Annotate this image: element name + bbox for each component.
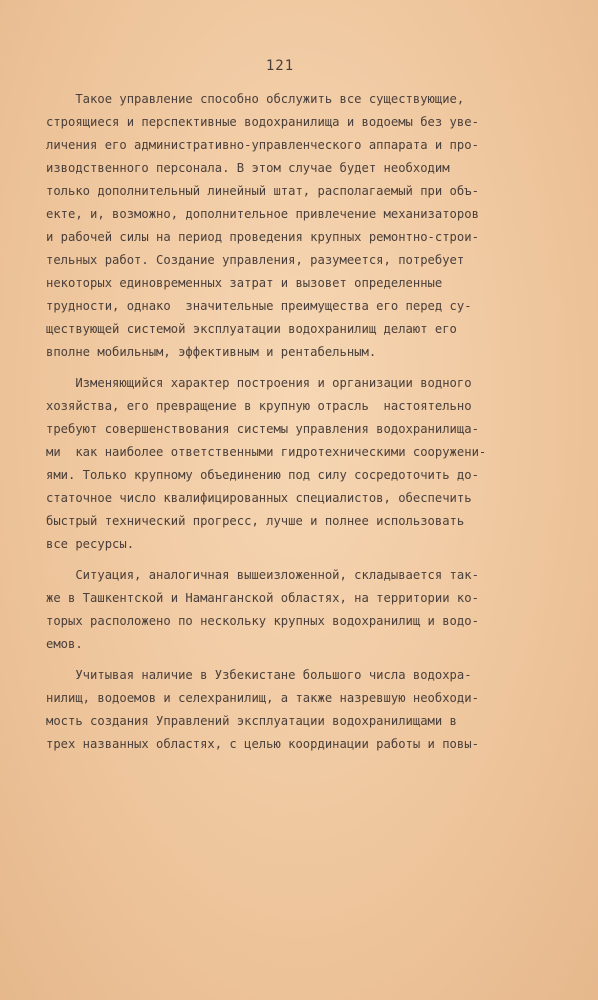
text-line: строящиеся и перспективные водохранилища и водоемы без уве- [46, 115, 479, 129]
text-line: Такое управление способно обслужить все существующие, [46, 92, 465, 106]
text-line: Ситуация, аналогичная вышеизложенной, складывается так- [46, 568, 479, 582]
paragraph [46, 564, 554, 656]
text-line: статочное число квалифицированных специалистов, обеспечить [46, 491, 472, 505]
text-line: же в Ташкентской и Наманганской областях, на территории ко- [46, 591, 479, 605]
paragraph-gap [46, 364, 554, 372]
text-line: все ресурсы. [46, 537, 135, 551]
text-line: торых расположено по нескольку крупных водохранилищ и водо- [46, 614, 479, 628]
paragraph [46, 664, 554, 756]
paragraph [46, 372, 554, 556]
text-line: требуют совершенствования системы управления водохранилища- [46, 422, 479, 436]
paragraph [46, 88, 554, 364]
paragraph-gap [46, 556, 554, 564]
text-line: Учитывая наличие в Узбекистане большого числа водохра- [46, 668, 472, 682]
page-number: 121 [265, 58, 295, 74]
text-line: нилищ, водоемов и селехранилищ, а также назревшую необходи- [46, 691, 479, 705]
text-line: ми как наиболее ответственными гидротехническими сооружени- [46, 445, 487, 459]
text-line: екте, и, возможно, дополнительное привлечение механизаторов [46, 207, 479, 221]
text-line: тельных работ. Создание управления, разумеется, потребует [46, 253, 465, 267]
text-line: емов. [46, 637, 83, 651]
text-line: личения его административно-управленческого аппарата и про- [46, 138, 479, 152]
text-line: трех названных областях, с целью координации работы и повы- [46, 737, 479, 751]
text-line: некоторых единовременных затрат и вызовет определенные [46, 276, 443, 290]
text-line: и рабочей силы на период проведения крупных ремонтно-строи- [46, 230, 479, 244]
paragraph-gap [46, 656, 554, 664]
text-line: Изменяющийся характер построения и организации водного [46, 376, 472, 390]
text-line: ществующей системой эксплуатации водохранилищ делают его [46, 322, 457, 336]
text-line: вполне мобильным, эффективным и рентабельным. [46, 345, 377, 359]
text-line: быстрый технический прогресс, лучше и полнее использовать [46, 514, 465, 528]
text-line: изводственного персонала. В этом случае будет необходим [46, 161, 450, 175]
text-line: хозяйства, его превращение в крупную отрасль настоятельно [46, 399, 472, 413]
body-text [46, 88, 554, 756]
text-line: только дополнительный линейный штат, располагаемый при объ- [46, 184, 479, 198]
text-line: ями. Только крупному объединению под силу сосредоточить до- [46, 468, 479, 482]
text-line: мость создания Управлений эксплуатации водохранилищами в [46, 714, 457, 728]
text-line: трудности, однако значительные преимущества его перед су- [46, 299, 472, 313]
